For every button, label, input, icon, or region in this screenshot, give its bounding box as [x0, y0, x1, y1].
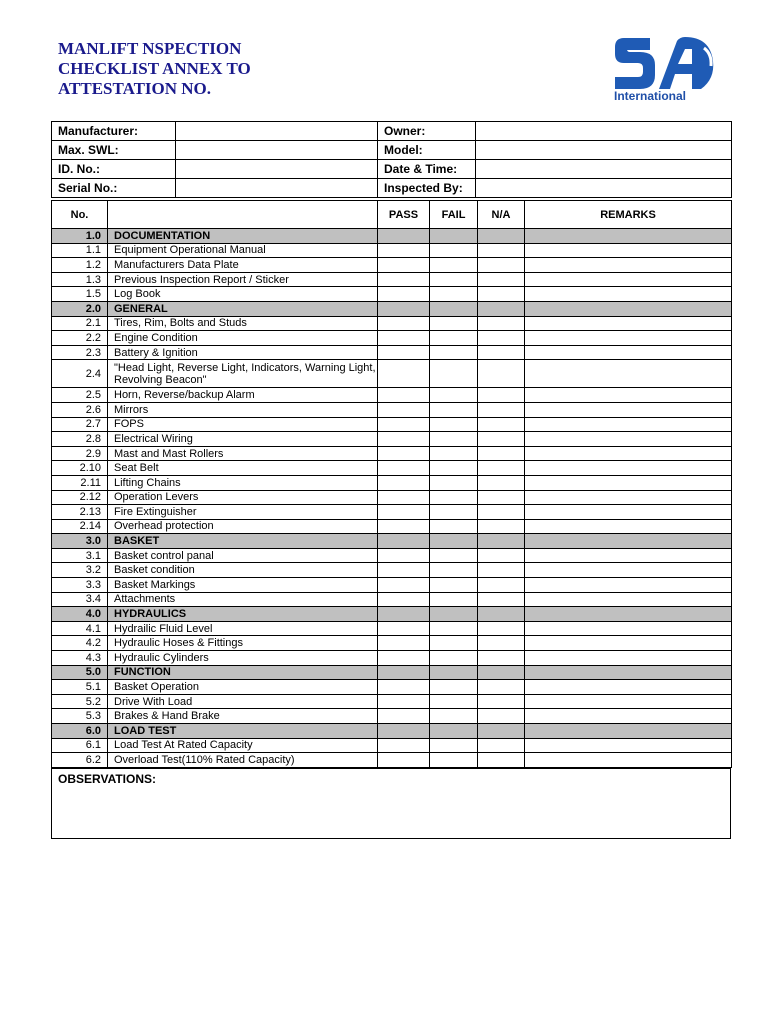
remarks-cell[interactable] — [525, 345, 732, 360]
row-description: Battery & Ignition — [108, 345, 378, 360]
inspection-header-table — [51, 121, 732, 198]
pass-cell[interactable] — [378, 229, 430, 244]
na-cell[interactable] — [478, 417, 525, 432]
na-cell[interactable] — [478, 360, 525, 388]
remarks-cell[interactable] — [525, 475, 732, 490]
remarks-cell[interactable] — [525, 316, 732, 331]
remarks-cell[interactable] — [525, 461, 732, 476]
row-description: Previous Inspection Report / Sticker — [108, 272, 378, 287]
row-number: 2.8 — [52, 432, 108, 447]
fail-cell[interactable] — [430, 475, 478, 490]
fail-cell[interactable] — [430, 287, 478, 302]
row-description: FUNCTION — [108, 665, 378, 680]
row-number: 2.13 — [52, 505, 108, 520]
fail-cell[interactable] — [430, 417, 478, 432]
remarks-cell[interactable] — [525, 753, 732, 768]
remarks-cell[interactable] — [525, 680, 732, 695]
row-number: 2.11 — [52, 475, 108, 490]
row-number: 2.9 — [52, 446, 108, 461]
fail-cell[interactable] — [430, 592, 478, 607]
checklist-row — [52, 592, 732, 607]
fail-cell[interactable] — [430, 316, 478, 331]
na-cell[interactable] — [478, 563, 525, 578]
fail-cell[interactable] — [430, 360, 478, 388]
row-number: 3.3 — [52, 578, 108, 593]
pass-cell[interactable] — [378, 331, 430, 346]
checklist-row — [52, 475, 732, 490]
row-description: Fire Extinguisher — [108, 505, 378, 520]
checklist-row — [52, 331, 732, 346]
row-number: 6.2 — [52, 753, 108, 768]
inspected-by-field[interactable] — [476, 179, 732, 198]
na-cell[interactable] — [478, 316, 525, 331]
pass-cell[interactable] — [378, 461, 430, 476]
date-time-label: Date & Time: — [378, 160, 476, 179]
na-cell[interactable] — [478, 636, 525, 651]
row-description: Basket Operation — [108, 680, 378, 695]
checklist-row — [52, 519, 732, 534]
fail-cell[interactable] — [430, 229, 478, 244]
row-number: 4.0 — [52, 607, 108, 622]
fail-cell[interactable] — [430, 272, 478, 287]
row-number: 1.0 — [52, 229, 108, 244]
checklist-row — [52, 432, 732, 447]
na-cell[interactable] — [478, 578, 525, 593]
remarks-cell[interactable] — [525, 709, 732, 724]
na-cell[interactable] — [478, 490, 525, 505]
pass-cell[interactable] — [378, 636, 430, 651]
pass-cell[interactable] — [378, 534, 430, 549]
checklist-row — [52, 548, 732, 563]
pass-cell[interactable] — [378, 709, 430, 724]
row-description: Overhead protection — [108, 519, 378, 534]
na-cell[interactable] — [478, 331, 525, 346]
pass-cell[interactable] — [378, 272, 430, 287]
fail-cell[interactable] — [430, 461, 478, 476]
pass-cell[interactable] — [378, 724, 430, 739]
model-field[interactable] — [476, 141, 732, 160]
title-line-1: MANLIFT NSPECTION — [58, 39, 242, 58]
header-row — [52, 122, 732, 141]
fail-cell[interactable] — [430, 331, 478, 346]
company-logo — [612, 36, 718, 104]
row-number: 5.0 — [52, 665, 108, 680]
row-description: Engine Condition — [108, 331, 378, 346]
checklist-row — [52, 636, 732, 651]
remarks-cell[interactable] — [525, 258, 732, 273]
checklist-row — [52, 388, 732, 403]
remarks-cell[interactable] — [525, 519, 732, 534]
row-description: Horn, Reverse/backup Alarm — [108, 388, 378, 403]
row-description: Operation Levers — [108, 490, 378, 505]
col-pass-header: PASS — [378, 201, 430, 229]
na-cell[interactable] — [478, 461, 525, 476]
remarks-cell[interactable] — [525, 607, 732, 622]
row-number: 3.4 — [52, 592, 108, 607]
na-cell[interactable] — [478, 621, 525, 636]
na-cell[interactable] — [478, 432, 525, 447]
fail-cell[interactable] — [430, 578, 478, 593]
checklist-table — [51, 200, 732, 768]
row-number: 1.3 — [52, 272, 108, 287]
row-number: 4.1 — [52, 621, 108, 636]
remarks-cell[interactable] — [525, 432, 732, 447]
row-number: 2.1 — [52, 316, 108, 331]
row-description: Seat Belt — [108, 461, 378, 476]
na-cell[interactable] — [478, 753, 525, 768]
fail-cell[interactable] — [430, 258, 478, 273]
section-row — [52, 301, 732, 316]
checklist-row — [52, 578, 732, 593]
remarks-cell[interactable] — [525, 505, 732, 520]
na-cell[interactable] — [478, 738, 525, 753]
row-number: 3.2 — [52, 563, 108, 578]
na-cell[interactable] — [478, 258, 525, 273]
pass-cell[interactable] — [378, 475, 430, 490]
model-label: Model: — [378, 141, 476, 160]
pass-cell[interactable] — [378, 505, 430, 520]
na-cell[interactable] — [478, 665, 525, 680]
checklist-body — [52, 229, 732, 768]
max-swl-field[interactable] — [176, 141, 378, 160]
na-cell[interactable] — [478, 505, 525, 520]
fail-cell[interactable] — [430, 301, 478, 316]
fail-cell[interactable] — [430, 534, 478, 549]
checklist-row — [52, 417, 732, 432]
row-number: 2.10 — [52, 461, 108, 476]
checklist-row — [52, 651, 732, 666]
row-description: Hydraulic Hoses & Fittings — [108, 636, 378, 651]
remarks-cell[interactable] — [525, 331, 732, 346]
owner-field[interactable] — [476, 122, 732, 141]
remarks-cell[interactable] — [525, 636, 732, 651]
pass-cell[interactable] — [378, 402, 430, 417]
max-swl-label: Max. SWL: — [52, 141, 176, 160]
header-row — [52, 179, 732, 198]
row-description: Mirrors — [108, 402, 378, 417]
na-cell[interactable] — [478, 592, 525, 607]
na-cell[interactable] — [478, 402, 525, 417]
checklist-row — [52, 402, 732, 417]
col-na-header: N/A — [478, 201, 525, 229]
remarks-cell[interactable] — [525, 287, 732, 302]
row-description: Overload Test(110% Rated Capacity) — [108, 753, 378, 768]
fail-cell[interactable] — [430, 636, 478, 651]
row-description: Basket condition — [108, 563, 378, 578]
row-number: 2.7 — [52, 417, 108, 432]
na-cell[interactable] — [478, 287, 525, 302]
fail-cell[interactable] — [430, 738, 478, 753]
observations-label: OBSERVATIONS: — [58, 772, 157, 786]
row-description: "Head Light, Reverse Light, Indicators, Warning Light, Revolving Beacon" — [108, 360, 378, 388]
header-row — [52, 141, 732, 160]
checklist-row — [52, 287, 732, 302]
remarks-cell[interactable] — [525, 229, 732, 244]
na-cell[interactable] — [478, 229, 525, 244]
remarks-cell[interactable] — [525, 651, 732, 666]
pass-cell[interactable] — [378, 548, 430, 563]
checklist-row — [52, 446, 732, 461]
row-description: Attachments — [108, 592, 378, 607]
checklist-row — [52, 360, 732, 388]
row-description: HYDRAULICS — [108, 607, 378, 622]
row-number: 2.14 — [52, 519, 108, 534]
row-number: 2.0 — [52, 301, 108, 316]
checklist-row — [52, 753, 732, 768]
fail-cell[interactable] — [430, 548, 478, 563]
remarks-cell[interactable] — [525, 694, 732, 709]
checklist-row — [52, 258, 732, 273]
row-number: 1.2 — [52, 258, 108, 273]
checklist-row — [52, 461, 732, 476]
pass-cell[interactable] — [378, 651, 430, 666]
remarks-cell[interactable] — [525, 388, 732, 403]
pass-cell[interactable] — [378, 680, 430, 695]
remarks-cell[interactable] — [525, 724, 732, 739]
checklist-header-row — [52, 201, 732, 229]
pass-cell[interactable] — [378, 417, 430, 432]
remarks-cell[interactable] — [525, 534, 732, 549]
row-number: 1.1 — [52, 243, 108, 258]
na-cell[interactable] — [478, 519, 525, 534]
remarks-cell[interactable] — [525, 490, 732, 505]
row-description: Manufacturers Data Plate — [108, 258, 378, 273]
remarks-cell[interactable] — [525, 272, 732, 287]
pass-cell[interactable] — [378, 432, 430, 447]
date-time-field[interactable] — [476, 160, 732, 179]
pass-cell[interactable] — [378, 621, 430, 636]
fail-cell[interactable] — [430, 446, 478, 461]
row-description: Log Book — [108, 287, 378, 302]
remarks-cell[interactable] — [525, 360, 732, 388]
checklist-row — [52, 738, 732, 753]
fail-cell[interactable] — [430, 724, 478, 739]
row-number: 5.1 — [52, 680, 108, 695]
col-item-header — [108, 201, 378, 229]
document-title — [58, 39, 251, 99]
checklist-row — [52, 505, 732, 520]
row-description: Drive With Load — [108, 694, 378, 709]
fail-cell[interactable] — [430, 753, 478, 768]
id-no-label: ID. No.: — [52, 160, 176, 179]
na-cell[interactable] — [478, 301, 525, 316]
row-number: 2.2 — [52, 331, 108, 346]
row-number: 1.5 — [52, 287, 108, 302]
section-row — [52, 665, 732, 680]
pass-cell[interactable] — [378, 287, 430, 302]
remarks-cell[interactable] — [525, 665, 732, 680]
title-line-3: ATTESTATION NO. — [58, 79, 212, 98]
row-number: 2.6 — [52, 402, 108, 417]
na-cell[interactable] — [478, 607, 525, 622]
row-description: BASKET — [108, 534, 378, 549]
row-description: Basket control panal — [108, 548, 378, 563]
col-no-header: No. — [52, 201, 108, 229]
sa-logo-icon — [612, 36, 718, 92]
row-description: GENERAL — [108, 301, 378, 316]
checklist-row — [52, 694, 732, 709]
fail-cell[interactable] — [430, 519, 478, 534]
row-description: Hydrailic Fluid Level — [108, 621, 378, 636]
row-number: 6.0 — [52, 724, 108, 739]
pass-cell[interactable] — [378, 446, 430, 461]
pass-cell[interactable] — [378, 738, 430, 753]
row-description: Tires, Rim, Bolts and Studs — [108, 316, 378, 331]
pass-cell[interactable] — [378, 301, 430, 316]
fail-cell[interactable] — [430, 345, 478, 360]
manufacturer-field[interactable] — [176, 122, 378, 141]
title-line-2: CHECKLIST ANNEX TO — [58, 59, 251, 78]
row-number: 2.3 — [52, 345, 108, 360]
row-description: Basket Markings — [108, 578, 378, 593]
fail-cell[interactable] — [430, 694, 478, 709]
row-description: Lifting Chains — [108, 475, 378, 490]
owner-label: Owner: — [378, 122, 476, 141]
checklist-row — [52, 621, 732, 636]
na-cell[interactable] — [478, 694, 525, 709]
remarks-cell[interactable] — [525, 402, 732, 417]
pass-cell[interactable] — [378, 592, 430, 607]
pass-cell[interactable] — [378, 243, 430, 258]
pass-cell[interactable] — [378, 360, 430, 388]
pass-cell[interactable] — [378, 519, 430, 534]
remarks-cell[interactable] — [525, 548, 732, 563]
checklist-row — [52, 316, 732, 331]
pass-cell[interactable] — [378, 345, 430, 360]
row-number: 5.2 — [52, 694, 108, 709]
checklist-row — [52, 490, 732, 505]
inspected-by-label: Inspected By: — [378, 179, 476, 198]
serial-no-label: Serial No.: — [52, 179, 176, 198]
fail-cell[interactable] — [430, 243, 478, 258]
row-number: 2.5 — [52, 388, 108, 403]
row-number: 3.1 — [52, 548, 108, 563]
row-number: 2.4 — [52, 360, 108, 388]
fail-cell[interactable] — [430, 709, 478, 724]
row-number: 3.0 — [52, 534, 108, 549]
col-remarks-header: REMARKS — [525, 201, 732, 229]
pass-cell[interactable] — [378, 694, 430, 709]
pass-cell[interactable] — [378, 607, 430, 622]
row-number: 6.1 — [52, 738, 108, 753]
row-number: 2.12 — [52, 490, 108, 505]
row-description: LOAD TEST — [108, 724, 378, 739]
row-description: Hydraulic Cylinders — [108, 651, 378, 666]
checklist-row — [52, 563, 732, 578]
fail-cell[interactable] — [430, 490, 478, 505]
na-cell[interactable] — [478, 388, 525, 403]
na-cell[interactable] — [478, 724, 525, 739]
section-row — [52, 607, 732, 622]
fail-cell[interactable] — [430, 505, 478, 520]
section-row — [52, 724, 732, 739]
pass-cell[interactable] — [378, 490, 430, 505]
remarks-cell[interactable] — [525, 446, 732, 461]
na-cell[interactable] — [478, 272, 525, 287]
pass-cell[interactable] — [378, 665, 430, 680]
row-description: DOCUMENTATION — [108, 229, 378, 244]
fail-cell[interactable] — [430, 607, 478, 622]
remarks-cell[interactable] — [525, 592, 732, 607]
pass-cell[interactable] — [378, 258, 430, 273]
checklist-row — [52, 345, 732, 360]
fail-cell[interactable] — [430, 680, 478, 695]
pass-cell[interactable] — [378, 563, 430, 578]
remarks-cell[interactable] — [525, 578, 732, 593]
checklist-row — [52, 709, 732, 724]
remarks-cell[interactable] — [525, 301, 732, 316]
section-row — [52, 534, 732, 549]
na-cell[interactable] — [478, 534, 525, 549]
fail-cell[interactable] — [430, 563, 478, 578]
na-cell[interactable] — [478, 651, 525, 666]
na-cell[interactable] — [478, 345, 525, 360]
checklist-row — [52, 243, 732, 258]
na-cell[interactable] — [478, 548, 525, 563]
row-description: Mast and Mast Rollers — [108, 446, 378, 461]
fail-cell[interactable] — [430, 388, 478, 403]
na-cell[interactable] — [478, 680, 525, 695]
row-description: Load Test At Rated Capacity — [108, 738, 378, 753]
na-cell[interactable] — [478, 243, 525, 258]
fail-cell[interactable] — [430, 402, 478, 417]
row-description: Equipment Operational Manual — [108, 243, 378, 258]
observations-box[interactable] — [51, 768, 731, 839]
header-row — [52, 160, 732, 179]
pass-cell[interactable] — [378, 753, 430, 768]
checklist-row — [52, 272, 732, 287]
row-description: Electrical Wiring — [108, 432, 378, 447]
row-number: 4.2 — [52, 636, 108, 651]
manufacturer-label: Manufacturer: — [52, 122, 176, 141]
remarks-cell[interactable] — [525, 243, 732, 258]
na-cell[interactable] — [478, 475, 525, 490]
remarks-cell[interactable] — [525, 417, 732, 432]
fail-cell[interactable] — [430, 621, 478, 636]
row-description: Brakes & Hand Brake — [108, 709, 378, 724]
row-number: 5.3 — [52, 709, 108, 724]
col-fail-header: FAIL — [430, 201, 478, 229]
row-number: 4.3 — [52, 651, 108, 666]
checklist-row — [52, 680, 732, 695]
section-row — [52, 229, 732, 244]
fail-cell[interactable] — [430, 665, 478, 680]
id-no-field[interactable] — [176, 160, 378, 179]
serial-no-field[interactable] — [176, 179, 378, 198]
na-cell[interactable] — [478, 446, 525, 461]
remarks-cell[interactable] — [525, 563, 732, 578]
fail-cell[interactable] — [430, 651, 478, 666]
row-description: FOPS — [108, 417, 378, 432]
pass-cell[interactable] — [378, 388, 430, 403]
pass-cell[interactable] — [378, 316, 430, 331]
logo-text: International — [614, 89, 687, 103]
remarks-cell[interactable] — [525, 621, 732, 636]
fail-cell[interactable] — [430, 432, 478, 447]
remarks-cell[interactable] — [525, 738, 732, 753]
pass-cell[interactable] — [378, 578, 430, 593]
na-cell[interactable] — [478, 709, 525, 724]
